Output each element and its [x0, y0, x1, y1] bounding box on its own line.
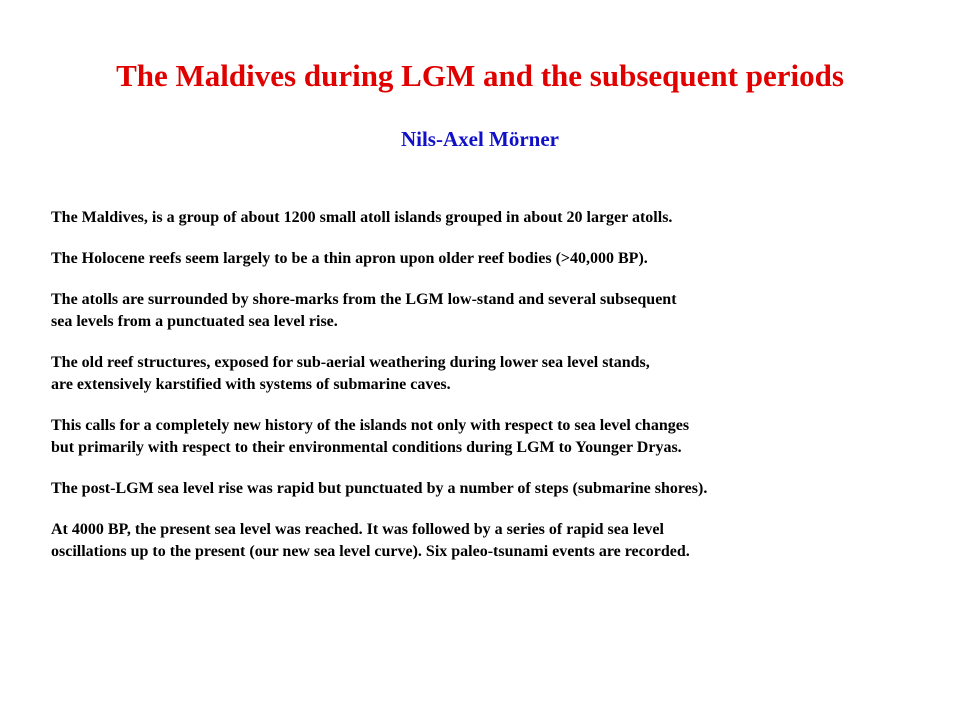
paragraph-line: oscillations up to the present (our new sea level curve). Six paleo-tsunami events are recorded.	[51, 543, 690, 560]
paragraph-line: The old reef structures, exposed for sub-aerial weathering during lower sea level stands,	[51, 354, 650, 371]
paragraph-2	[51, 248, 941, 270]
slide-title: The Maldives during LGM and the subsequent periods	[116, 58, 844, 93]
paragraph-line: The Maldives, is a group of about 1200 small atoll islands grouped in about 20 larger atolls.	[51, 209, 673, 226]
author-name: Nils-Axel Mörner	[400, 127, 560, 151]
paragraph-line: At 4000 BP, the present sea level was reached. It was followed by a series of rapid sea level	[51, 521, 664, 538]
paragraph-line: This calls for a completely new history of the islands not only with respect to sea level changes	[51, 417, 690, 434]
paragraph-7	[51, 519, 941, 563]
paragraph-line: The Holocene reefs seem largely to be a thin apron upon older reef bodies (>40,000 BP).	[51, 250, 648, 267]
paragraph-6	[51, 478, 941, 500]
paragraph-3	[51, 289, 941, 333]
paragraph-line: The atolls are surrounded by shore-marks from the LGM low-stand and several subsequent	[51, 291, 677, 308]
paragraph-line: but primarily with respect to their environmental conditions during LGM to Younger Dryas.	[51, 439, 682, 456]
slide-body	[51, 207, 941, 582]
paragraph-1	[51, 207, 941, 229]
paragraph-line: are extensively karstified with systems of submarine caves.	[51, 376, 451, 393]
paragraph-5	[51, 415, 941, 459]
paragraph-line: sea levels from a punctuated sea level rise.	[51, 313, 338, 330]
paragraph-4	[51, 352, 941, 396]
paragraph-line: The post-LGM sea level rise was rapid but punctuated by a number of steps (submarine shores).	[51, 480, 708, 497]
